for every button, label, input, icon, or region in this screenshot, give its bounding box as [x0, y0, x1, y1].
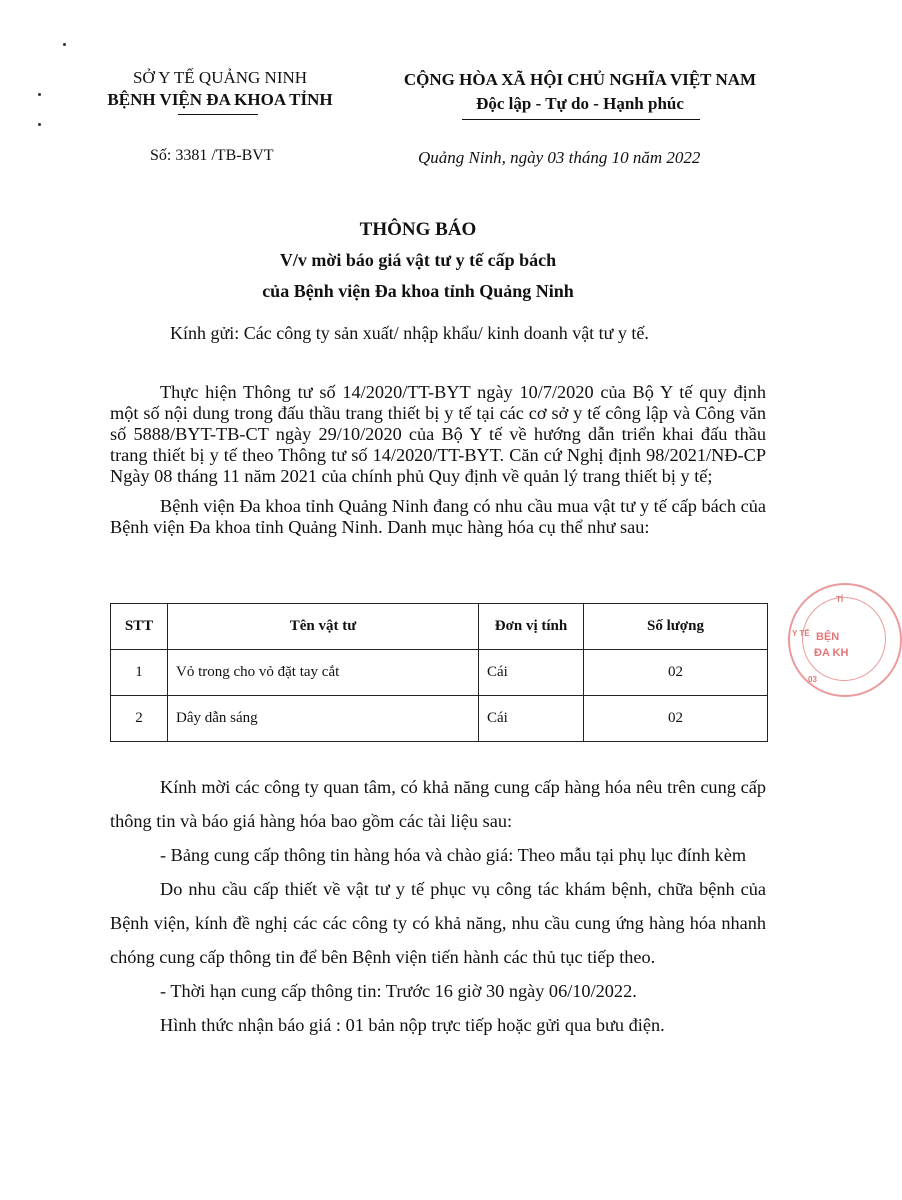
agency-parent: SỞ Y TẾ QUẢNG NINH	[132, 68, 308, 87]
table-row	[111, 650, 768, 696]
column-header-stt: STT	[111, 604, 168, 650]
official-stamp	[788, 583, 902, 697]
legal-basis-paragraph: Thực hiện Thông tư số 14/2020/TT-BYT ngày 10/7/2020 của Bộ Y tế quy định một số nội dung trong đấu thầu trang thiết bị y tế tại các cơ sở y tế công lập và Công văn số 5888/BYT-TB-CT ngày 29/10/2020 của Bộ Y tế về hướng dẫn triển khai đấu thầu trang thiết bị y tế theo Thông tư số 14/2020/TT-BYT. Căn cứ Nghị định 98/2021/NĐ-CP Ngày 08 tháng 11 năm 2021 của chính phủ Quy định về quản lý trang thiết bị y tế;	[110, 382, 766, 486]
column-header-quantity: Số lượng	[584, 604, 768, 650]
document-subject-line2: của Bệnh viện Đa khoa tỉnh Quảng Ninh	[262, 281, 574, 301]
national-header	[375, 70, 785, 114]
cell-name: Dây dẫn sáng	[168, 696, 479, 742]
document-title: THÔNG BÁO	[359, 219, 477, 240]
scan-speck	[38, 93, 41, 96]
scan-speck	[63, 43, 66, 46]
submission-method-paragraph: Hình thức nhận báo giá : 01 bản nộp trực tiếp hoặc gửi qua bưu điện.	[160, 1015, 665, 1035]
stamp-text-left: Y TẾ	[792, 629, 810, 638]
table-header-row	[111, 604, 768, 650]
cell-name: Vỏ trong cho vỏ đặt tay cắt	[168, 650, 479, 696]
stamp-text-mid1: BỆN	[816, 631, 840, 643]
intro-paragraphs	[110, 382, 766, 538]
urgency-paragraph: Do nhu cầu cấp thiết về vật tư y tế phục vụ công tác khám bệnh, chữa bệnh của Bệnh viện, kính đề nghị các các công ty có khả năng, nhu cầu cung ứng hàng hóa nhanh chóng cung cấp thông tin để bên Bệnh viện tiến hành các thủ tục tiếp theo.	[110, 879, 766, 967]
request-paragraphs	[110, 770, 766, 1042]
national-title: CỘNG HÒA XÃ HỘI CHỦ NGHĨA VIỆT NAM	[403, 70, 757, 89]
cell-unit: Cái	[479, 696, 584, 742]
attachment-paragraph: - Bảng cung cấp thông tin hàng hóa và chào giá: Theo mẫu tại phụ lục đính kèm	[160, 845, 747, 865]
stamp-text-mid2: ĐA KH	[814, 647, 849, 659]
table-row	[111, 696, 768, 742]
column-header-name: Tên vật tư	[168, 604, 479, 650]
scan-speck	[38, 123, 41, 126]
items-table	[110, 603, 768, 742]
purchase-need-paragraph: Bệnh viện Đa khoa tỉnh Quảng Ninh đang có nhu cầu mua vật tư y tế cấp bách của Bệnh viện Đa khoa tỉnh Quảng Ninh. Danh mục hàng hóa cụ thể như sau:	[110, 496, 766, 537]
cell-quantity: 02	[584, 696, 768, 742]
column-header-unit: Đơn vị tính	[479, 604, 584, 650]
invitation-paragraph: Kính mời các công ty quan tâm, có khả năng cung cấp hàng hóa nêu trên cung cấp thông tin và báo giá hàng hóa bao gồm các tài liệu sau:	[110, 777, 766, 831]
agency-underline	[178, 114, 258, 115]
document-number: Số: 3381 /TB-BVT	[150, 147, 274, 164]
deadline-paragraph: - Thời hạn cung cấp thông tin: Trước 16 giờ 30 ngày 06/10/2022.	[160, 981, 637, 1001]
stamp-inner-ring	[802, 597, 886, 681]
stamp-text-top: TỈ	[836, 595, 844, 604]
stamp-text-bottom: 03	[808, 675, 817, 684]
cell-stt: 1	[111, 650, 168, 696]
agency-header	[90, 68, 350, 110]
cell-stt: 2	[111, 696, 168, 742]
document-date: Quảng Ninh, ngày 03 tháng 10 năm 2022	[418, 148, 701, 167]
cell-quantity: 02	[584, 650, 768, 696]
recipient-line: Kính gửi: Các công ty sản xuất/ nhập khẩu/ kinh doanh vật tư y tế.	[170, 323, 649, 343]
motto-underline	[462, 119, 700, 120]
agency-name: BỆNH VIỆN ĐA KHOA TỈNH	[107, 90, 333, 109]
cell-unit: Cái	[479, 650, 584, 696]
national-motto: Độc lập - Tự do - Hạnh phúc	[476, 94, 684, 113]
document-subject-line1: V/v mời báo giá vật tư y tế cấp bách	[279, 250, 557, 270]
